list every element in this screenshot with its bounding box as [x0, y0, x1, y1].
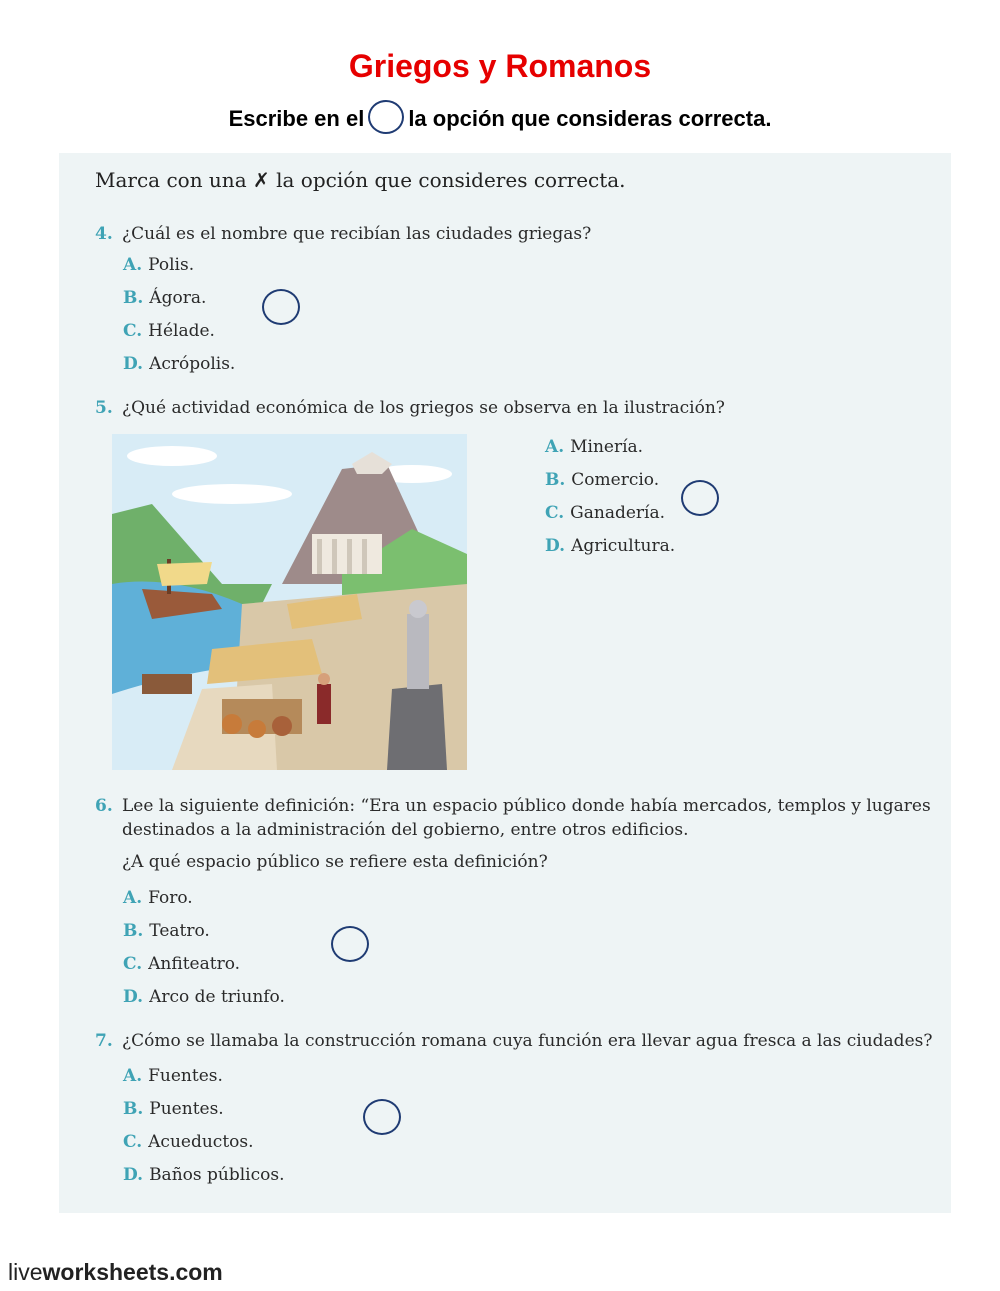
option-text: Acueductos.	[148, 1132, 254, 1152]
option-text: Foro.	[148, 888, 193, 908]
question-5	[95, 396, 725, 420]
question-text-line1: Lee la siguiente definición: “Era un espacio público donde había mercados, templos y lugares	[122, 796, 931, 816]
question-number: 4.	[95, 224, 113, 244]
instruction-text-after: la opción que consideras correcta.	[408, 106, 772, 131]
lead-instruction	[95, 168, 626, 192]
option-letter: B.	[123, 1099, 144, 1119]
option-5d	[545, 536, 675, 556]
option-text: Agricultura.	[571, 536, 676, 556]
question-number: 5.	[95, 398, 113, 418]
question-7	[95, 1029, 932, 1053]
option-letter: C.	[123, 1132, 143, 1152]
option-4b	[123, 288, 206, 308]
option-text: Arco de triunfo.	[149, 987, 285, 1007]
answer-circle-q5[interactable]	[681, 480, 719, 516]
question-6-subquestion: ¿A qué espacio público se refiere esta definición?	[122, 852, 548, 872]
option-letter: D.	[123, 354, 144, 374]
option-text: Polis.	[148, 255, 195, 275]
cross-mark-icon: ✗	[252, 168, 270, 192]
logo-light: live	[8, 1259, 43, 1285]
option-4a	[123, 255, 194, 275]
option-letter: B.	[123, 921, 144, 941]
lead-text-after: la opción que consideres correcta.	[276, 168, 626, 192]
option-text: Ganadería.	[570, 503, 666, 523]
option-letter: A.	[123, 1066, 143, 1086]
option-6d	[123, 987, 285, 1007]
question-text: ¿Cuál es el nombre que recibían las ciudades griegas?	[122, 224, 592, 244]
option-letter: C.	[123, 321, 143, 341]
option-text: Teatro.	[149, 921, 210, 941]
page-title: Griegos y Romanos	[348, 48, 652, 84]
answer-circle-q4[interactable]	[262, 289, 300, 325]
option-6a	[123, 888, 193, 908]
option-6c	[123, 954, 240, 974]
option-letter: A.	[123, 888, 143, 908]
option-text: Anfiteatro.	[148, 954, 241, 974]
question-text: ¿Qué actividad económica de los griegos se observa en la ilustración?	[122, 398, 725, 418]
option-letter: C.	[545, 503, 565, 523]
option-letter: A.	[123, 255, 143, 275]
option-letter: D.	[123, 1165, 144, 1185]
option-letter: C.	[123, 954, 143, 974]
option-7d	[123, 1165, 284, 1185]
option-letter: D.	[545, 536, 566, 556]
option-7c	[123, 1132, 254, 1152]
question-number: 6.	[95, 796, 113, 816]
option-4d	[123, 354, 235, 374]
question-text: ¿Cómo se llamaba la construcción romana cuya función era llevar agua fresca a las ciudades?	[122, 1031, 933, 1051]
option-text: Hélade.	[148, 321, 215, 341]
answer-circle-q7[interactable]	[363, 1099, 401, 1135]
logo-bold: worksheets	[42, 1259, 170, 1285]
option-text: Fuentes.	[148, 1066, 223, 1086]
option-letter: D.	[123, 987, 144, 1007]
circle-icon	[368, 100, 404, 134]
instruction-text-before: Escribe en el	[228, 106, 365, 131]
option-5c	[545, 503, 665, 523]
option-text: Baños públicos.	[149, 1165, 285, 1185]
option-4c	[123, 321, 215, 341]
option-7a	[123, 1066, 223, 1086]
lead-text-before: Marca con una	[95, 168, 247, 192]
option-text: Minería.	[570, 437, 644, 457]
option-letter: B.	[123, 288, 144, 308]
greek-market-illustration	[112, 434, 467, 770]
option-6b	[123, 921, 210, 941]
option-text: Acrópolis.	[149, 354, 236, 374]
liveworksheets-logo	[8, 1259, 223, 1286]
instruction	[0, 106, 1000, 134]
option-letter: B.	[545, 470, 566, 490]
question-4	[95, 222, 591, 246]
option-letter: A.	[545, 437, 565, 457]
option-text: Ágora.	[149, 288, 207, 308]
option-text: Comercio.	[571, 470, 660, 490]
option-7b	[123, 1099, 224, 1119]
question-6	[95, 794, 931, 818]
question-6-line2: destinados a la administración del gobierno, entre otros edificios.	[122, 820, 689, 840]
option-text: Puentes.	[149, 1099, 224, 1119]
option-5a	[545, 437, 643, 457]
question-number: 7.	[95, 1031, 113, 1051]
option-5b	[545, 470, 659, 490]
answer-circle-q6[interactable]	[331, 926, 369, 962]
logo-suffix: .com	[169, 1259, 223, 1285]
